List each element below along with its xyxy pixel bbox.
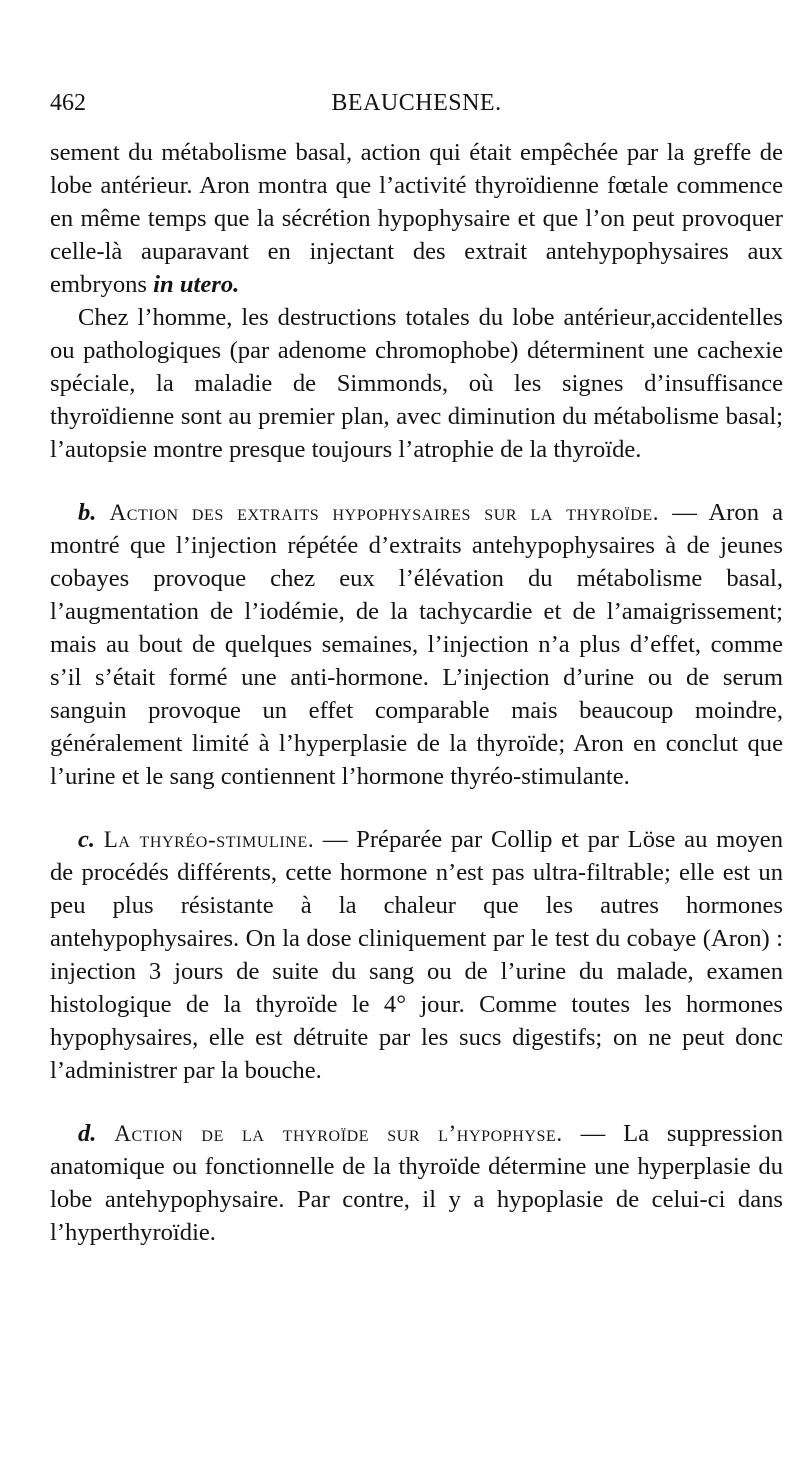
section-b-text: — Aron a montré que l’injection répétée d’extraits antehypophysaires à de jeunes cobayes provoque chez eux l’élévation du métabolisme basal, l’augmentation de l’iodémie, de la tachycardie et de l’amaigrissement; mais au bout de quelques semaines, l’injection n’a plus d’effet, comme s’il s’était formé une anti-hormone. L’injection d’urine ou de serum sanguin provoque un effet comparable mais beaucoup moindre, généralement limité à l’hyperplasie de la thyroïde; Aron en conclut que l’urine et le sang contiennent l’hormone thyréo-stimulante. (50, 499, 783, 790)
section-c-letter: c. (78, 826, 96, 853)
latin-phrase: in utero. (153, 271, 240, 298)
paragraph-continuation (50, 136, 783, 301)
paragraph-text: sement du métabolisme basal, action qui était empêchée par la greffe de lobe antérieur. Aron montra que l’activité thyroïdienne fœtale commence en même temps que la sécrétion hypophysaire et que l’on peut provoquer celle-là auparavant en injectant des extrait antehypophysaires aux embryons (50, 139, 783, 298)
section-b (50, 496, 783, 793)
section-d-letter: d. (78, 1120, 97, 1147)
running-title: BEAUCHESNE. (331, 90, 502, 116)
section-c (50, 823, 783, 1087)
section-d-heading: Action de la thyroïde sur l’hypophyse. (114, 1121, 563, 1146)
section-c-heading: La thyréo-stimuline. (103, 827, 315, 852)
section-d (50, 1117, 783, 1249)
paragraph-simmonds: Chez l’homme, les destructions totales du lobe antérieur,accidentelles ou pathologiques (par adenome chromophobe) déterminent une cachexie spéciale, la maladie de Simmonds, où les signes d’insuffisance thyroïdienne sont au premier plan, avec diminution du métabolisme basal; l’autopsie montre presque toujours l’atrophie de la thyroïde. (50, 304, 783, 463)
section-b-heading: Action des extraits hypophysaires sur la thyroïde. (109, 500, 660, 525)
page-header (50, 90, 783, 120)
section-c-text: — Préparée par Collip et par Löse au moyen de procédés différents, cette hormone n’est pas ultra-filtrable; elle est un peu plus résistante à la chaleur que les autres hormones antehypophysaires. On la dose cliniquement par le test du cobaye (Aron) : injection 3 jours de suite du sang ou de l’urine du malade, examen histologique de la thyroïde le 4° jour. Comme toutes les hormones hypophysaires, elle est détruite par les sucs digestifs; on ne peut donc l’administrer par la bouche. (50, 826, 783, 1084)
body-text (50, 136, 783, 1249)
section-d-text: — La suppression anatomique ou fonctionnelle de la thyroïde détermine une hyperplasie du lobe antehypophysaire. Par contre, il y a hypoplasie de celui-ci dans l’hyperthyroïdie. (50, 1120, 783, 1246)
section-b-letter: b. (78, 499, 97, 526)
page-number: 462 (50, 90, 86, 116)
